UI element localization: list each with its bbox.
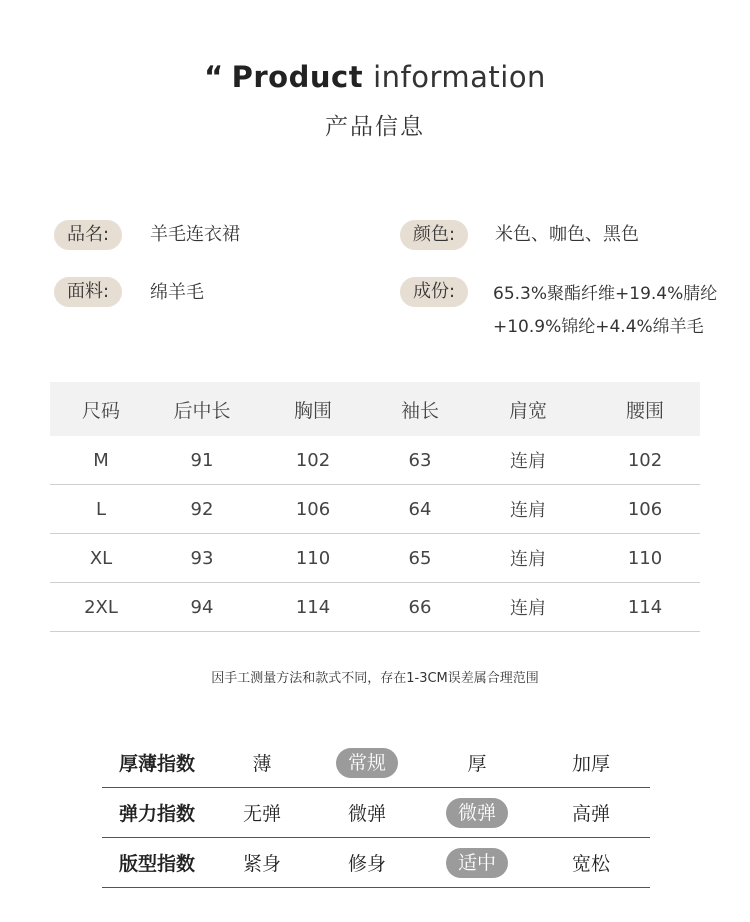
table-cell: 110 xyxy=(627,547,663,569)
table-cell: 114 xyxy=(295,596,331,618)
option xyxy=(532,849,650,876)
option-text: 加厚 xyxy=(571,753,610,775)
name-value: 羊毛连衣裙 xyxy=(150,224,240,245)
elasticity-row xyxy=(102,788,650,838)
size-table-header xyxy=(50,382,700,436)
table-cell: 102 xyxy=(295,449,331,471)
title-bold: Product xyxy=(231,60,364,94)
header-cell: 胸围 xyxy=(293,399,332,422)
table-cell: 65 xyxy=(408,547,432,569)
option-selected xyxy=(312,748,422,778)
table-cell: 93 xyxy=(190,547,214,569)
option xyxy=(312,849,422,876)
table-cell: 114 xyxy=(627,596,663,618)
fit-label: 版型指数 xyxy=(118,853,195,875)
header-cell: 后中长 xyxy=(173,399,231,422)
table-cell: 连肩 xyxy=(510,500,546,521)
table-cell: 91 xyxy=(190,449,214,471)
thickness-label: 厚薄指数 xyxy=(118,753,195,775)
header xyxy=(0,60,750,141)
table-cell: L xyxy=(95,498,107,520)
option-text: 薄 xyxy=(252,753,272,775)
table-cell: 102 xyxy=(627,449,663,471)
thickness-row xyxy=(102,738,650,788)
index-table xyxy=(102,738,650,888)
option xyxy=(212,749,312,776)
option-text: 厚 xyxy=(467,753,487,775)
option xyxy=(422,749,532,776)
selected-pill: 常规 xyxy=(336,748,398,778)
table-cell: 110 xyxy=(295,547,331,569)
table-row xyxy=(50,436,700,485)
option xyxy=(212,799,312,826)
page-subtitle: 产品信息 xyxy=(325,114,425,140)
color-label: 颜色: xyxy=(400,220,468,250)
page-title xyxy=(0,60,750,94)
header-cell: 腰围 xyxy=(625,399,664,422)
table-cell: 连肩 xyxy=(510,549,546,570)
elasticity-label: 弹力指数 xyxy=(118,803,195,825)
option xyxy=(532,799,650,826)
table-cell: M xyxy=(93,449,109,471)
header-cell: 肩宽 xyxy=(508,399,547,422)
color-value: 米色、咖色、黑色 xyxy=(495,224,639,245)
table-cell: 92 xyxy=(190,498,214,520)
table-row xyxy=(50,583,700,632)
fabric-value: 绵羊毛 xyxy=(150,282,204,303)
quote-mark: “ xyxy=(204,60,224,94)
option-text: 紧身 xyxy=(242,853,281,875)
option-text: 微弹 xyxy=(347,803,386,825)
composition-line-2: +10.9%锦纶+4.4%绵羊毛 xyxy=(493,317,704,337)
header-cell: 尺码 xyxy=(81,399,120,422)
table-cell: XL xyxy=(89,547,113,569)
table-cell: 106 xyxy=(627,498,663,520)
option-text: 修身 xyxy=(347,853,386,875)
table-cell: 63 xyxy=(408,449,432,471)
measurement-note: 因手工测量方法和款式不同，存在1-3CM误差属合理范围 xyxy=(211,671,539,686)
option xyxy=(532,749,650,776)
table-row xyxy=(50,534,700,583)
title-light: information xyxy=(373,60,546,94)
header-cell: 袖长 xyxy=(400,399,439,422)
option xyxy=(312,799,422,826)
table-row xyxy=(50,485,700,534)
fit-row xyxy=(102,838,650,888)
table-cell: 94 xyxy=(190,596,214,618)
table-cell: 66 xyxy=(408,596,432,618)
table-cell: 2XL xyxy=(84,596,118,618)
selected-pill: 适中 xyxy=(446,848,508,878)
fabric-label: 面料: xyxy=(54,277,122,307)
table-cell: 64 xyxy=(408,498,432,520)
composition-label: 成份: xyxy=(400,277,468,307)
option-text: 高弹 xyxy=(571,803,610,825)
option-selected xyxy=(422,798,532,828)
table-cell: 106 xyxy=(295,498,331,520)
composition-line-1: 65.3%聚酯纤维+19.4%腈纶 xyxy=(493,284,718,304)
option-text: 宽松 xyxy=(571,853,610,875)
name-label: 品名: xyxy=(54,220,122,250)
size-table xyxy=(50,382,700,632)
option-selected xyxy=(422,848,532,878)
selected-pill: 微弹 xyxy=(446,798,508,828)
option-text: 无弹 xyxy=(242,803,281,825)
option xyxy=(212,849,312,876)
table-cell: 连肩 xyxy=(510,598,546,619)
table-cell: 连肩 xyxy=(510,451,546,472)
